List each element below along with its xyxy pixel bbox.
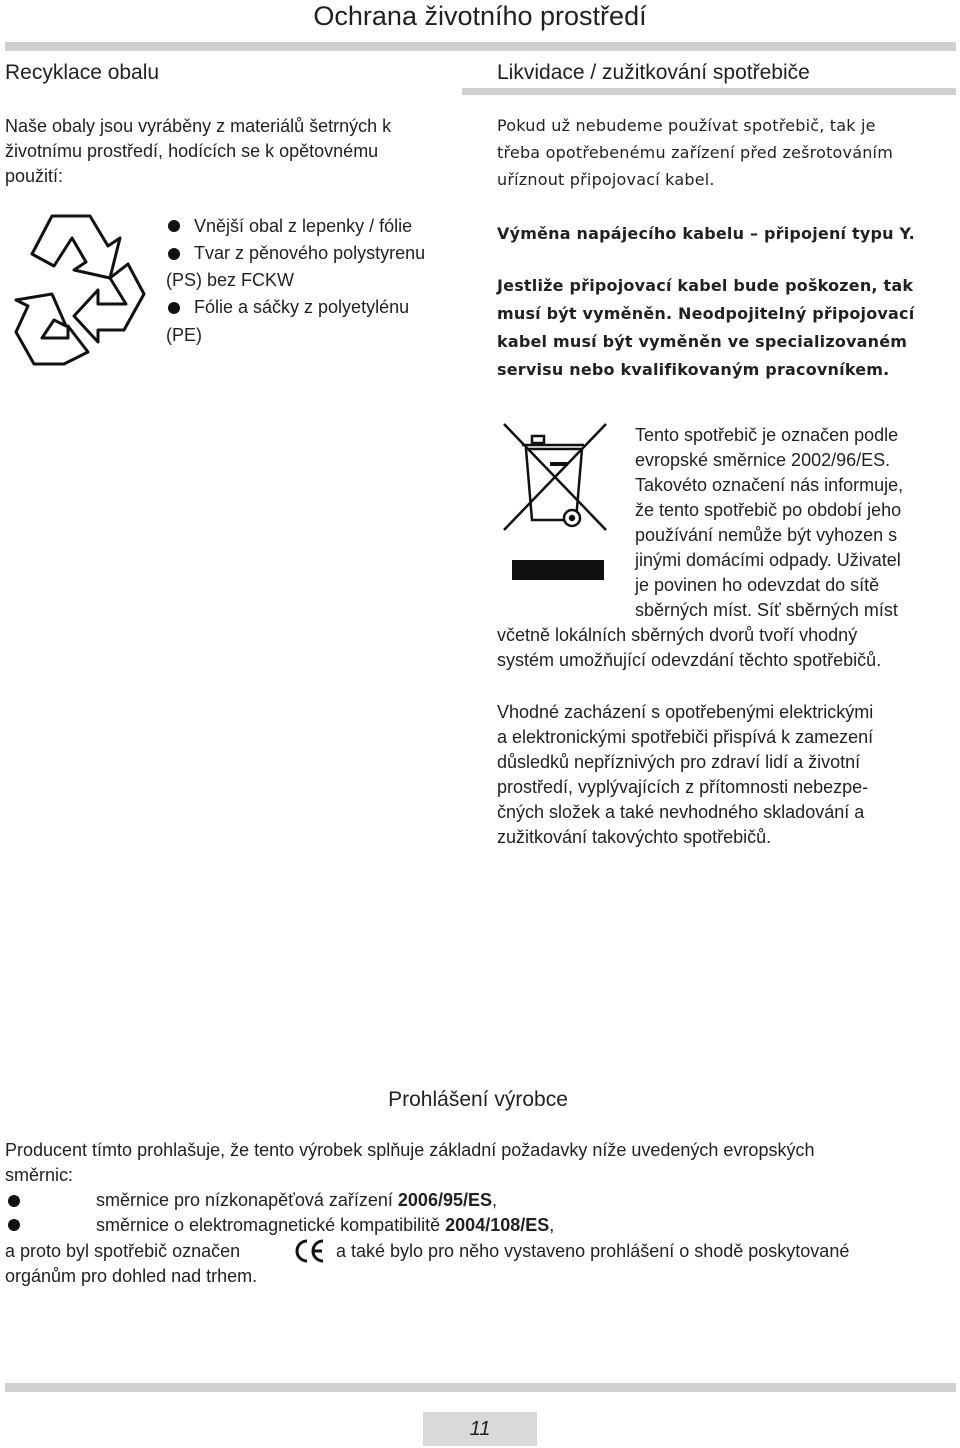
- disposal-paragraph: Pokud už nebudeme používat spotřebič, tak je třeba opotřebenému zařízení před zešrotováním uříznout připojovací kabel.: [497, 116, 893, 189]
- right-heading-rule: [462, 88, 956, 95]
- closing-text-end: a také bylo pro něho vystaveno prohlášení o shodě poskytované: [336, 1241, 850, 1261]
- declaration-intro: Producent tímto prohlašuje, že tento výrobek splňuje základní požadavky níže uvedených evropských směrnic:: [5, 1140, 815, 1185]
- recycling-intro: Naše obaly jsou vyráběny z materiálů šetrných k životnímu prostředí, hodících se k opětovnému použití:: [5, 116, 392, 186]
- directive-item: směrnice pro nízkonapěťová zařízení 2006/95/ES,: [96, 1190, 497, 1210]
- weee-paragraph-wrapped: Tento spotřebič je označen podle evropské směrnice 2002/96/ES. Takovéto označení nás informuje, že tento spotřebič po období jeho používání nemůže být vyhozen s jinými domácími odpady. Uživatel je povinen ho odevzdat do sítě sběrných míst. Síť sběrných míst: [635, 425, 904, 620]
- cable-warning: Jestliže připojovací kabel bude poškozen, tak musí být vyměněn. Neodpojitelný připojovací kabel musí být vyměněn ve specializovaném servisu nebo kvalifikovaným pracovníkem.: [497, 276, 915, 379]
- disposal-heading: Likvidace / zužitkování spotřebiče: [497, 61, 810, 84]
- weee-paragraph-full: včetně lokálních sběrných dvorů tvoří vhodný systém umožňující odevzdání těchto spotřebičů.: [497, 625, 882, 670]
- crossed-out-bin-icon: [498, 418, 610, 586]
- environment-paragraph: Vhodné zacházení s opotřebenými elektrickými a elektronickými spotřebiči přispívá k zamezení důsledků nepříznivých pro zdraví lidí a životní prostředí, vyplývajících z přítomnosti nebezpe- čných složek a také nevhodného skladování a zužitkování takovýchto spotřebičů.: [497, 702, 874, 847]
- page-title: Ochrana životního prostředí: [313, 1, 647, 31]
- directive-item: směrnice o elektromagnetické kompatibilitě 2004/108/ES,: [96, 1215, 555, 1235]
- bullet-icon: [168, 248, 180, 260]
- closing-text-start: a proto byl spotřebič označen: [5, 1241, 241, 1261]
- bullet-icon: [8, 1195, 20, 1207]
- bullet-icon: [8, 1219, 20, 1231]
- bullet-icon: [168, 302, 180, 314]
- list-item-continuation: (PE): [166, 325, 202, 345]
- ce-mark-icon: [292, 1238, 326, 1264]
- directive-list: [0, 1188, 960, 1240]
- list-item-continuation: (PS) bez FCKW: [166, 270, 295, 290]
- cable-subheading: Výměna napájecího kabelu – připojení typu Y.: [497, 224, 915, 243]
- page-number: 11: [423, 1412, 537, 1446]
- list-item: Tvar z pěnového polystyrenu: [166, 240, 466, 266]
- closing-text-line2: orgánům pro dohled nad trhem.: [5, 1266, 258, 1286]
- declaration-heading: Prohlášení výrobce: [388, 1088, 568, 1111]
- list-item: Vnější obal z lepenky / fólie: [166, 212, 466, 240]
- list-item: Fólie a sáčky z polyetylénu: [166, 294, 466, 320]
- header-rule: [5, 42, 956, 51]
- recycle-icon: [12, 208, 152, 368]
- footer-rule: [5, 1383, 956, 1392]
- packaging-list: [166, 212, 466, 350]
- recycling-heading: Recyklace obalu: [5, 61, 160, 84]
- bullet-icon: [168, 220, 180, 232]
